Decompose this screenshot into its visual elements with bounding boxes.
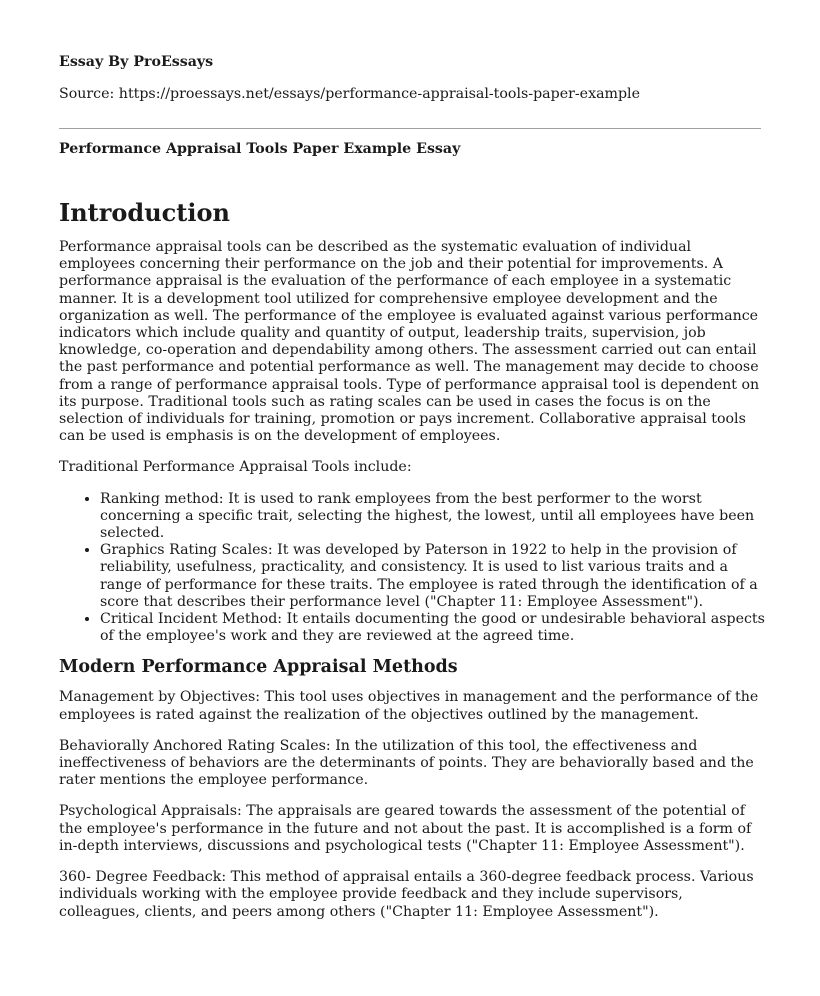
introduction-paragraph: Performance appraisal tools can be described as the systematic evaluation of individual employees concerning their performance on the job and their potential for improvements. A performance appraisal is the evaluation of the performance of each employee in a systematic manner. It is a development tool utilized for comprehensive employee development and the organization as well. The performance of the employee is evaluated against various performance indicators which include quality and quantity of output, leadership traits, supervision, job knowledge, co-operation and dependability among others. The assessment carried out can entail the past performance and potential performance as well. The management may decide to choose from a range of performance appraisal tools. Type of performance appraisal tool is dependent on its purpose. Traditional tools such as rating scales can be used in cases the focus is on the selection of individuals for training, promotion or pays increment. Collaborative appraisal tools can be used is emphasis is on the development of employees. [59,239,760,445]
bars-paragraph: Behaviorally Anchored Rating Scales: In the utilization of this tool, the effectiveness and ineffectiveness of behaviors are the determinants of points. They are behaviorally based and the rater mentions the employee performance. [59,737,754,789]
modern-methods-heading: Modern Performance Appraisal Methods [59,657,458,678]
mbo-paragraph: Management by Objectives: This tool uses objectives in management and the performance of the employees is rated against the realization of the objectives outlined by the management. [59,689,759,723]
list-item: • Critical Incident Method: It entails documenting the good or undesirable behavioral aspects of the employee's work and they are reviewed at the agreed time. [100,611,768,645]
brand-label: Essay By ProEssays [59,54,214,70]
header-divider [59,128,761,129]
list-item: • Ranking method: It is used to rank employees from the best performer to the worst concerning a specific trait, selecting the highest, the lowest, until all employees have been selected. [100,491,768,543]
introduction-heading: Introduction [59,198,230,227]
psychological-appraisals-paragraph: Psychological Appraisals: The appraisals are geared towards the assessment of the potential of the employee's performance in the future and not about the past. It is accomplished is a form of in-depth interviews, discussions and psychological tests ("Chapter 11: Employee Assessment"). [59,803,752,854]
traditional-tools-list [59,491,768,646]
essay-body [59,198,768,935]
essay-title: Performance Appraisal Tools Paper Example Essay [59,141,461,157]
traditional-tools-intro: Traditional Performance Appraisal Tools include: [59,459,412,476]
list-item: • Graphics Rating Scales: It was developed by Paterson in 1922 to help in the provision of reliability, usefulness, practicality, and consistency. It is used to list various traits and a range of performance for these traits. The employee is rated through the identification of a score that describes their performance level ("Chapter 11: Employee Assessment"). [100,542,768,611]
degree-feedback-paragraph: 360- Degree Feedback: This method of appraisal entails a 360-degree feedback process. Various individuals working with the employee provide feedback and they include supervisors, colleagues, clients, and peers among others ("Chapter 11: Employee Assessment"). [59,869,754,920]
source-line: Source: https://proessays.net/essays/performance-appraisal-tools-paper-example [59,86,640,102]
